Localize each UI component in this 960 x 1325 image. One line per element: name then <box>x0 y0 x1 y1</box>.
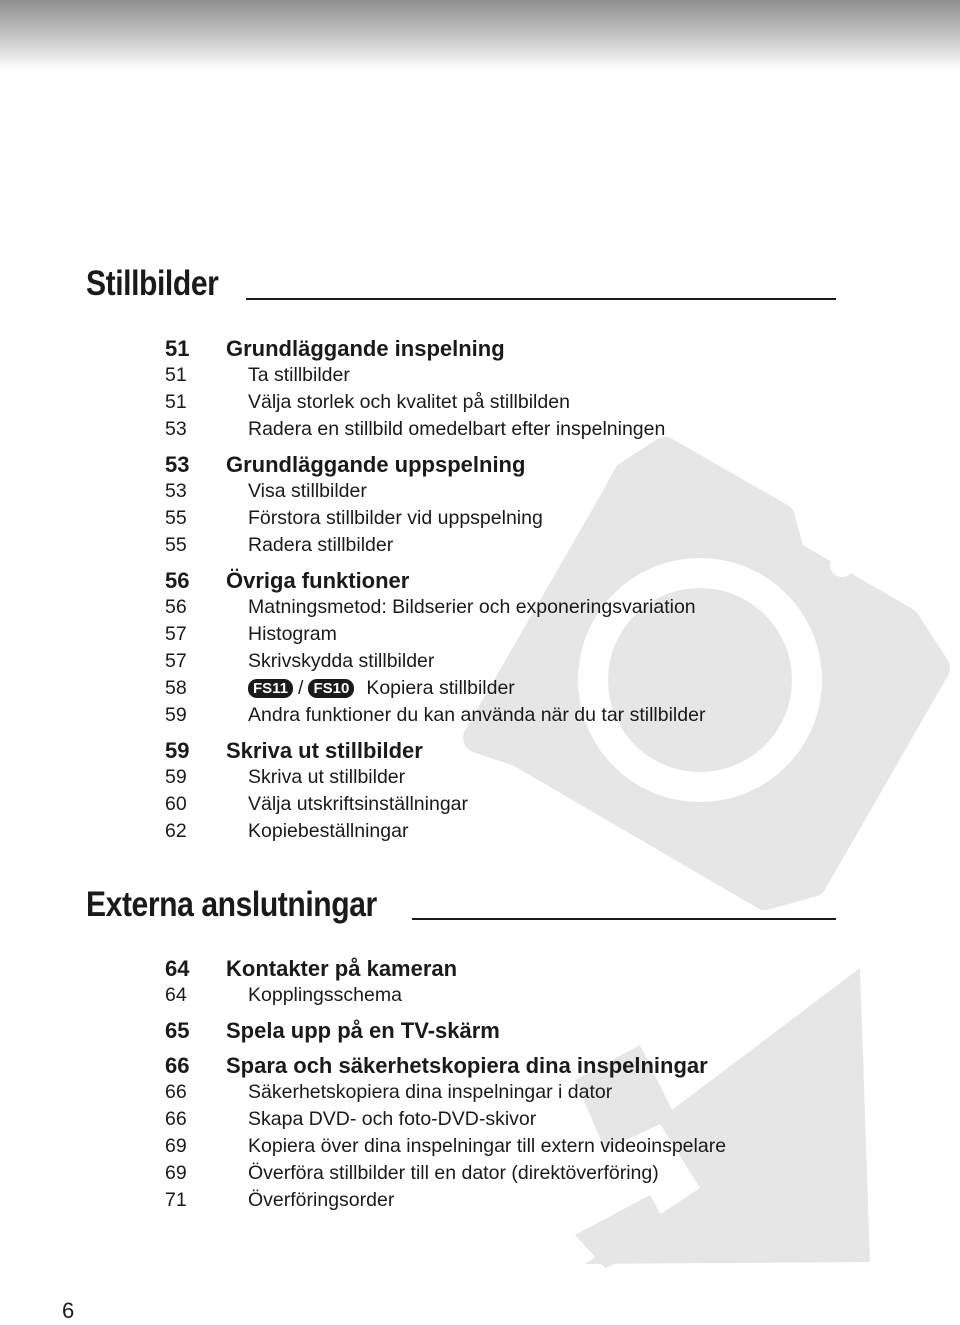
toc-entry-text: Andra funktioner du kan använda när du tar stillbilder <box>248 704 706 726</box>
toc-entry-row <box>0 1160 960 1187</box>
toc-entry-text: Förstora stillbilder vid uppspelning <box>248 507 543 529</box>
toc-entry-row <box>0 764 960 791</box>
toc-entry-row <box>0 1106 960 1133</box>
badge-separator: / <box>298 677 304 699</box>
toc-page-number: 64 <box>165 984 187 1006</box>
toc-entry-row <box>0 818 960 845</box>
toc-entry-text <box>248 675 515 702</box>
toc-page-number: 59 <box>165 704 187 726</box>
toc-group <box>0 1017 960 1044</box>
toc-group <box>0 737 960 845</box>
toc-page-number: 53 <box>165 452 190 477</box>
toc-entry-row <box>0 532 960 559</box>
toc-entry-text: Säkerhetskopiera dina inspelningar i dator <box>248 1081 613 1103</box>
toc-page-number: 56 <box>165 596 187 618</box>
section-title-externa-anslutningar: Externa anslutningar <box>86 885 377 924</box>
toc-page-number: 53 <box>165 418 187 440</box>
toc-page-number: 62 <box>165 820 187 842</box>
toc-entry-text: Histogram <box>248 623 337 645</box>
toc-entry-text: Matningsmetod: Bildserier och exponeringsvariation <box>248 596 696 618</box>
toc-entry-text: Skriva ut stillbilder <box>248 766 406 788</box>
toc-page-number: 66 <box>165 1081 187 1103</box>
section-title-stillbilder: Stillbilder <box>86 264 219 303</box>
toc-heading-row <box>0 737 960 764</box>
page-number: 6 <box>62 1298 75 1323</box>
toc-page-number: 51 <box>165 391 187 413</box>
toc-page-number: 56 <box>165 568 190 593</box>
toc-entry-label: Kopiera stillbilder <box>366 677 515 699</box>
toc-page-number: 59 <box>165 766 187 788</box>
toc-entry-text: Välja storlek och kvalitet på stillbilden <box>248 391 570 413</box>
toc-entry-row <box>0 1133 960 1160</box>
toc-entry-row <box>0 791 960 818</box>
toc-heading-text: Grundläggande uppspelning <box>226 452 526 477</box>
toc-entry-text: Radera en stillbild omedelbart efter inspelningen <box>248 418 666 440</box>
toc-entry-row <box>0 1187 960 1214</box>
toc-entry-text: Överföra stillbilder till en dator (direktöverföring) <box>248 1162 659 1184</box>
toc-group <box>0 955 960 1009</box>
toc-entry-row <box>0 594 960 621</box>
toc-stillbilder <box>0 335 960 853</box>
toc-group <box>0 1052 960 1214</box>
toc-entry-text: Kopiebeställningar <box>248 820 409 842</box>
toc-page-number: 69 <box>165 1162 187 1184</box>
toc-entry-text: Ta stillbilder <box>248 364 350 386</box>
toc-page-number: 51 <box>165 364 187 386</box>
toc-group <box>0 335 960 443</box>
toc-page-number: 71 <box>165 1189 187 1211</box>
toc-page-number: 55 <box>165 507 187 529</box>
toc-heading-text: Skriva ut stillbilder <box>226 738 423 763</box>
toc-group <box>0 567 960 729</box>
toc-heading-text: Kontakter på kameran <box>226 956 458 981</box>
toc-page-number: 66 <box>165 1053 190 1078</box>
toc-page-number: 65 <box>165 1018 190 1043</box>
model-badge-fs10: FS10 <box>308 679 354 698</box>
toc-heading-row <box>0 1017 960 1044</box>
toc-entry-row <box>0 982 960 1009</box>
toc-entry-row <box>0 362 960 389</box>
toc-page-number: 59 <box>165 738 190 763</box>
toc-page-number: 55 <box>165 534 187 556</box>
toc-entry-text: Välja utskriftsinställningar <box>248 793 469 815</box>
toc-entry-row <box>0 648 960 675</box>
toc-page-number: 58 <box>165 677 187 699</box>
section-title-rule <box>246 298 836 300</box>
toc-entry-text: Kopplingsschema <box>248 984 402 1006</box>
toc-page-number: 51 <box>165 336 190 361</box>
model-badge-fs11: FS11 <box>248 679 293 698</box>
toc-entry-text: Visa stillbilder <box>248 480 367 502</box>
toc-heading-row <box>0 1052 960 1079</box>
toc-externa-anslutningar <box>0 955 960 1222</box>
toc-entry-row <box>0 416 960 443</box>
toc-entry-text: Kopiera över dina inspelningar till extern videoinspelare <box>248 1135 727 1157</box>
toc-group <box>0 451 960 559</box>
toc-page-number: 60 <box>165 793 187 815</box>
toc-entry-text: Skrivskydda stillbilder <box>248 650 435 672</box>
toc-heading-text: Spela upp på en TV-skärm <box>226 1018 500 1043</box>
toc-entry-row <box>0 478 960 505</box>
toc-entry-text: Skapa DVD- och foto-DVD-skivor <box>248 1108 537 1130</box>
toc-page-number: 69 <box>165 1135 187 1157</box>
toc-page-number: 57 <box>165 650 187 672</box>
toc-page-number: 66 <box>165 1108 187 1130</box>
toc-page-number: 57 <box>165 623 187 645</box>
toc-page-number: 53 <box>165 480 187 502</box>
toc-heading-text: Spara och säkerhetskopiera dina inspelningar <box>226 1053 708 1078</box>
toc-heading-row <box>0 955 960 982</box>
section-title-rule <box>412 918 836 920</box>
toc-entry-text: Överföringsorder <box>248 1189 395 1211</box>
toc-heading-row <box>0 335 960 362</box>
toc-entry-row <box>0 389 960 416</box>
toc-heading-text: Övriga funktioner <box>226 568 410 593</box>
toc-heading-row <box>0 451 960 478</box>
toc-entry-row <box>0 621 960 648</box>
toc-heading-row <box>0 567 960 594</box>
toc-entry-row <box>0 702 960 729</box>
toc-entry-row <box>0 675 960 702</box>
toc-page-number: 64 <box>165 956 190 981</box>
toc-heading-text: Grundläggande inspelning <box>226 336 505 361</box>
toc-entry-text: Radera stillbilder <box>248 534 394 556</box>
toc-entry-row <box>0 1079 960 1106</box>
toc-entry-row <box>0 505 960 532</box>
